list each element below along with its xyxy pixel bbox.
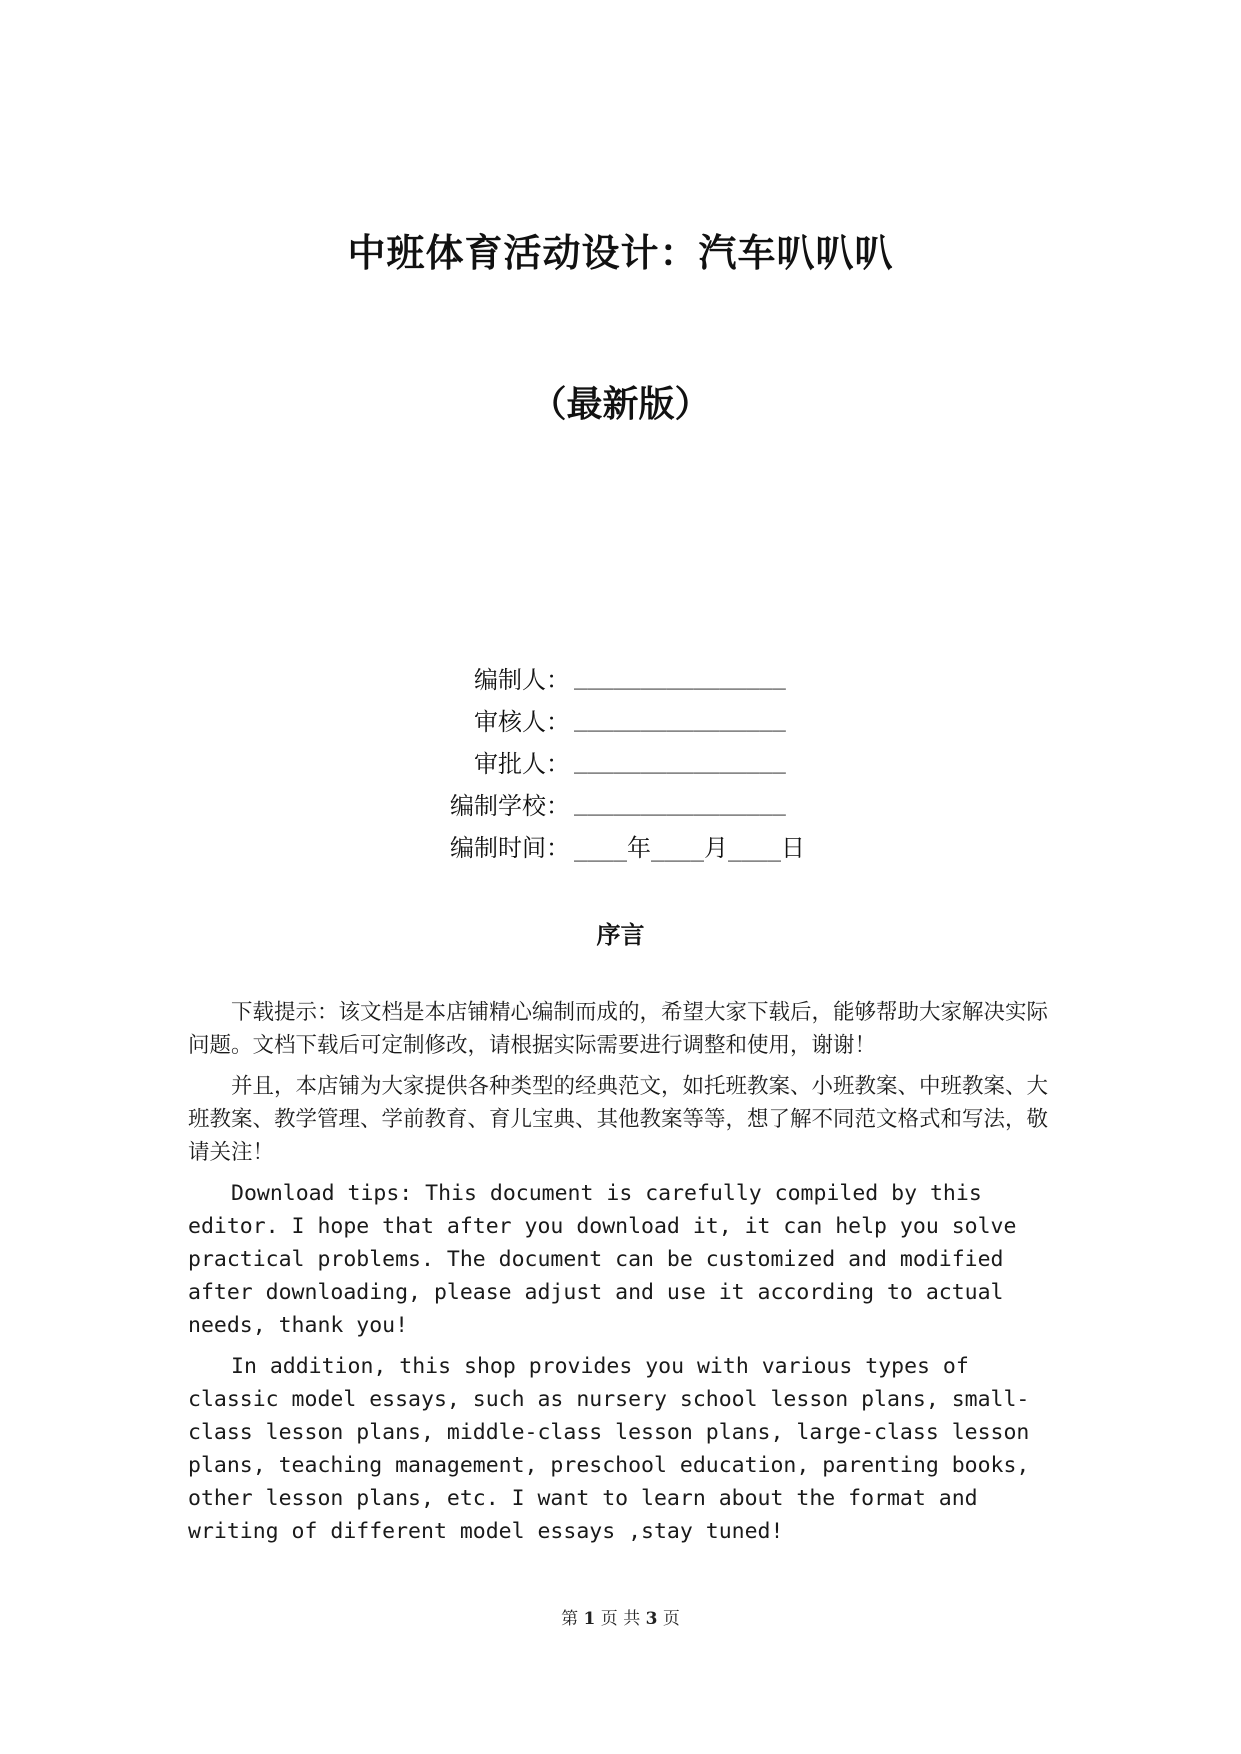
preface-body	[188, 996, 1058, 1556]
page-footer	[0, 1604, 1241, 1629]
preface-paragraph-2: 并且，本店铺为大家提供各种类型的经典范文，如托班教案、小班教案、中班教案、大班教案、教学管理、学前教育、育儿宝典、其他教案等等，想了解不同范文格式和写法，敬请关注！	[188, 1074, 1049, 1165]
footer-prefix: 第	[561, 1609, 579, 1629]
date-row	[0, 824, 1241, 866]
approver-label: 审批人：	[474, 749, 570, 778]
document-subtitle: （最新版）	[530, 384, 711, 425]
day-char: 日	[780, 833, 805, 862]
preface-heading: 序言	[596, 921, 645, 949]
month-char: 月	[703, 833, 728, 862]
approver-blank: ________________	[574, 748, 786, 774]
compiler-label: 编制人：	[474, 665, 570, 694]
reviewer-row	[0, 698, 1241, 740]
date-blank-day: ____	[727, 836, 781, 862]
date-blank-month: ____	[650, 836, 704, 862]
preface-paragraph-3: Download tips: This document is carefully compiled by this editor. I hope that after you download it, it can help you solve practical problems. The document can be customized and modified after downloading, please adjust and use it according to actual needs, thank you!	[188, 1181, 1017, 1338]
footer-middle: 页 共	[600, 1609, 641, 1629]
document-title: 中班体育活动设计：汽车叭叭叭	[347, 231, 894, 275]
school-row	[0, 782, 1241, 824]
reviewer-blank: ________________	[574, 706, 786, 732]
footer-suffix: 页	[662, 1609, 680, 1629]
preface-paragraph-1: 下载提示：该文档是本店铺精心编制而成的，希望大家下载后，能够帮助大家解决实际问题。文档下载后可定制修改，请根据实际需要进行调整和使用，谢谢！	[188, 1000, 1049, 1058]
date-value	[570, 828, 805, 863]
compiler-blank: ________________	[574, 664, 786, 690]
meta-fields-block	[0, 656, 1241, 866]
school-label: 编制学校：	[450, 791, 570, 820]
school-blank: ________________	[574, 790, 786, 816]
compiler-row	[0, 656, 1241, 698]
approver-row	[0, 740, 1241, 782]
current-page-number: 1	[583, 1609, 596, 1629]
preface-paragraph-4: In addition, this shop provides you with various types of classic model essays, such as nursery school lesson plans, small-class lesson plans, middle-class lesson plans, large-class lesson plans, teaching management, preschool education, parenting books, other lesson plans, etc. I want to learn about the format and writing of different model essays ,stay tuned!	[188, 1354, 1030, 1544]
date-blank-year: ____	[574, 836, 627, 862]
year-char: 年	[626, 833, 651, 862]
total-pages-number: 3	[645, 1609, 658, 1629]
reviewer-label: 审核人：	[474, 707, 570, 736]
date-label: 编制时间：	[450, 833, 570, 862]
